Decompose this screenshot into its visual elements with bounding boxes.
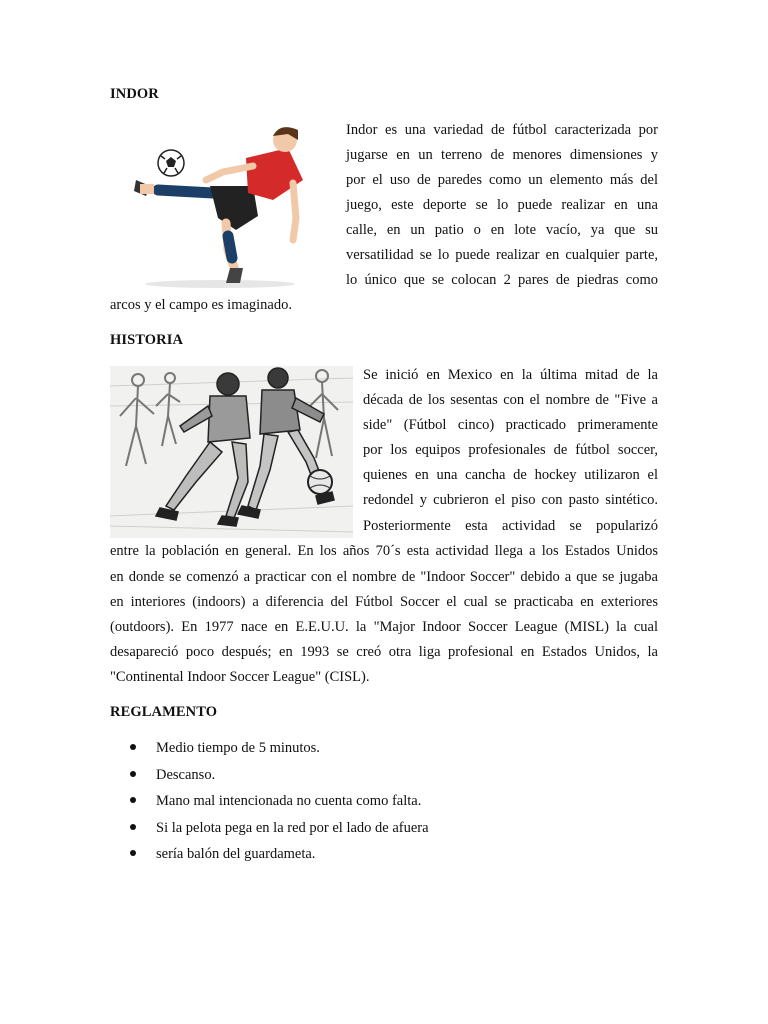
historia-line: redondel y cubrieron el piso con pasto sintético. xyxy=(363,492,658,508)
soccer-ball-icon xyxy=(158,150,184,176)
indor-line: juego, este deporte se lo puede realizar en una xyxy=(346,197,658,213)
bullet-icon xyxy=(130,744,136,750)
list-item-text: Mano mal intencionada no cuenta como falta. xyxy=(156,793,422,809)
list-item xyxy=(110,844,429,871)
list-item-text: sería balón del guardameta. xyxy=(156,846,316,862)
historia-line: en interiores (indoors) a diferencia del Fútbol Soccer el cual se practicaba en exteriores xyxy=(110,594,658,610)
indor-line: Indor es una variedad de fútbol caracterizada por xyxy=(346,122,658,138)
indor-line: versatilidad se lo puede realizar en cualquier parte, xyxy=(346,247,658,263)
historia-line: (outdoors). En 1977 nace en E.E.U.U. la "Major Indoor Soccer League (MISL) la cual xyxy=(110,619,658,635)
historia-line: entre la población en general. En los años 70´s esta actividad llega a los Estados Unidos xyxy=(110,543,658,559)
reglamento-list xyxy=(110,738,429,871)
list-item xyxy=(110,738,429,765)
indor-line: jugarse en un terreno de menores dimensiones y xyxy=(346,147,658,163)
indor-line: calle, en un patio o en lote vacío, ya que su xyxy=(346,222,658,238)
indor-line: lo único que se colocan 2 pares de piedras como xyxy=(346,272,658,288)
historia-line: por los equipos profesionales de fútbol soccer, xyxy=(363,442,658,458)
list-item xyxy=(110,791,429,818)
bullet-icon xyxy=(130,797,136,803)
historia-line: década de los sesentas con el nombre de "Five a xyxy=(363,392,658,408)
historia-line: desapareció poco después; en 1993 se creó otra liga profesional en Estados Unidos, la xyxy=(110,644,658,660)
list-item xyxy=(110,818,429,845)
old-football-icon xyxy=(308,470,332,494)
indor-line: por el uso de paredes como un elemento más del xyxy=(346,172,658,188)
historia-line: "Continental Indoor Soccer League" (CISL). xyxy=(110,669,370,685)
historia-line: quienes en una cancha de hockey utilizaron el xyxy=(363,467,658,483)
list-item-text: Descanso. xyxy=(156,766,216,783)
heading-historia: HISTORIA xyxy=(110,332,184,348)
bullet-icon xyxy=(130,850,136,856)
heading-indor: INDOR xyxy=(110,86,159,102)
historia-line: side" (Fútbol cinco) practicado primeramente xyxy=(363,417,658,433)
vintage-players-image xyxy=(110,366,353,538)
historia-line: Posteriormente esta actividad se popularizó xyxy=(363,518,658,534)
heading-reglamento: REGLAMENTO xyxy=(110,704,218,720)
bullet-icon xyxy=(130,824,136,830)
indor-line: arcos y el campo es imaginado. xyxy=(110,297,292,313)
historia-line: en donde se comenzó a practicar con el nombre de "Indoor Soccer" debido a que se jugaba xyxy=(110,569,658,585)
soccer-player-image xyxy=(128,118,313,293)
list-item-text: Si la pelota pega en la red por el lado de afuera xyxy=(156,819,429,836)
bullet-icon xyxy=(130,771,136,777)
historia-line: Se inició en Mexico en la última mitad de la xyxy=(363,367,658,383)
list-item-text: Medio tiempo de 5 minutos. xyxy=(156,740,320,756)
list-item xyxy=(110,765,429,792)
